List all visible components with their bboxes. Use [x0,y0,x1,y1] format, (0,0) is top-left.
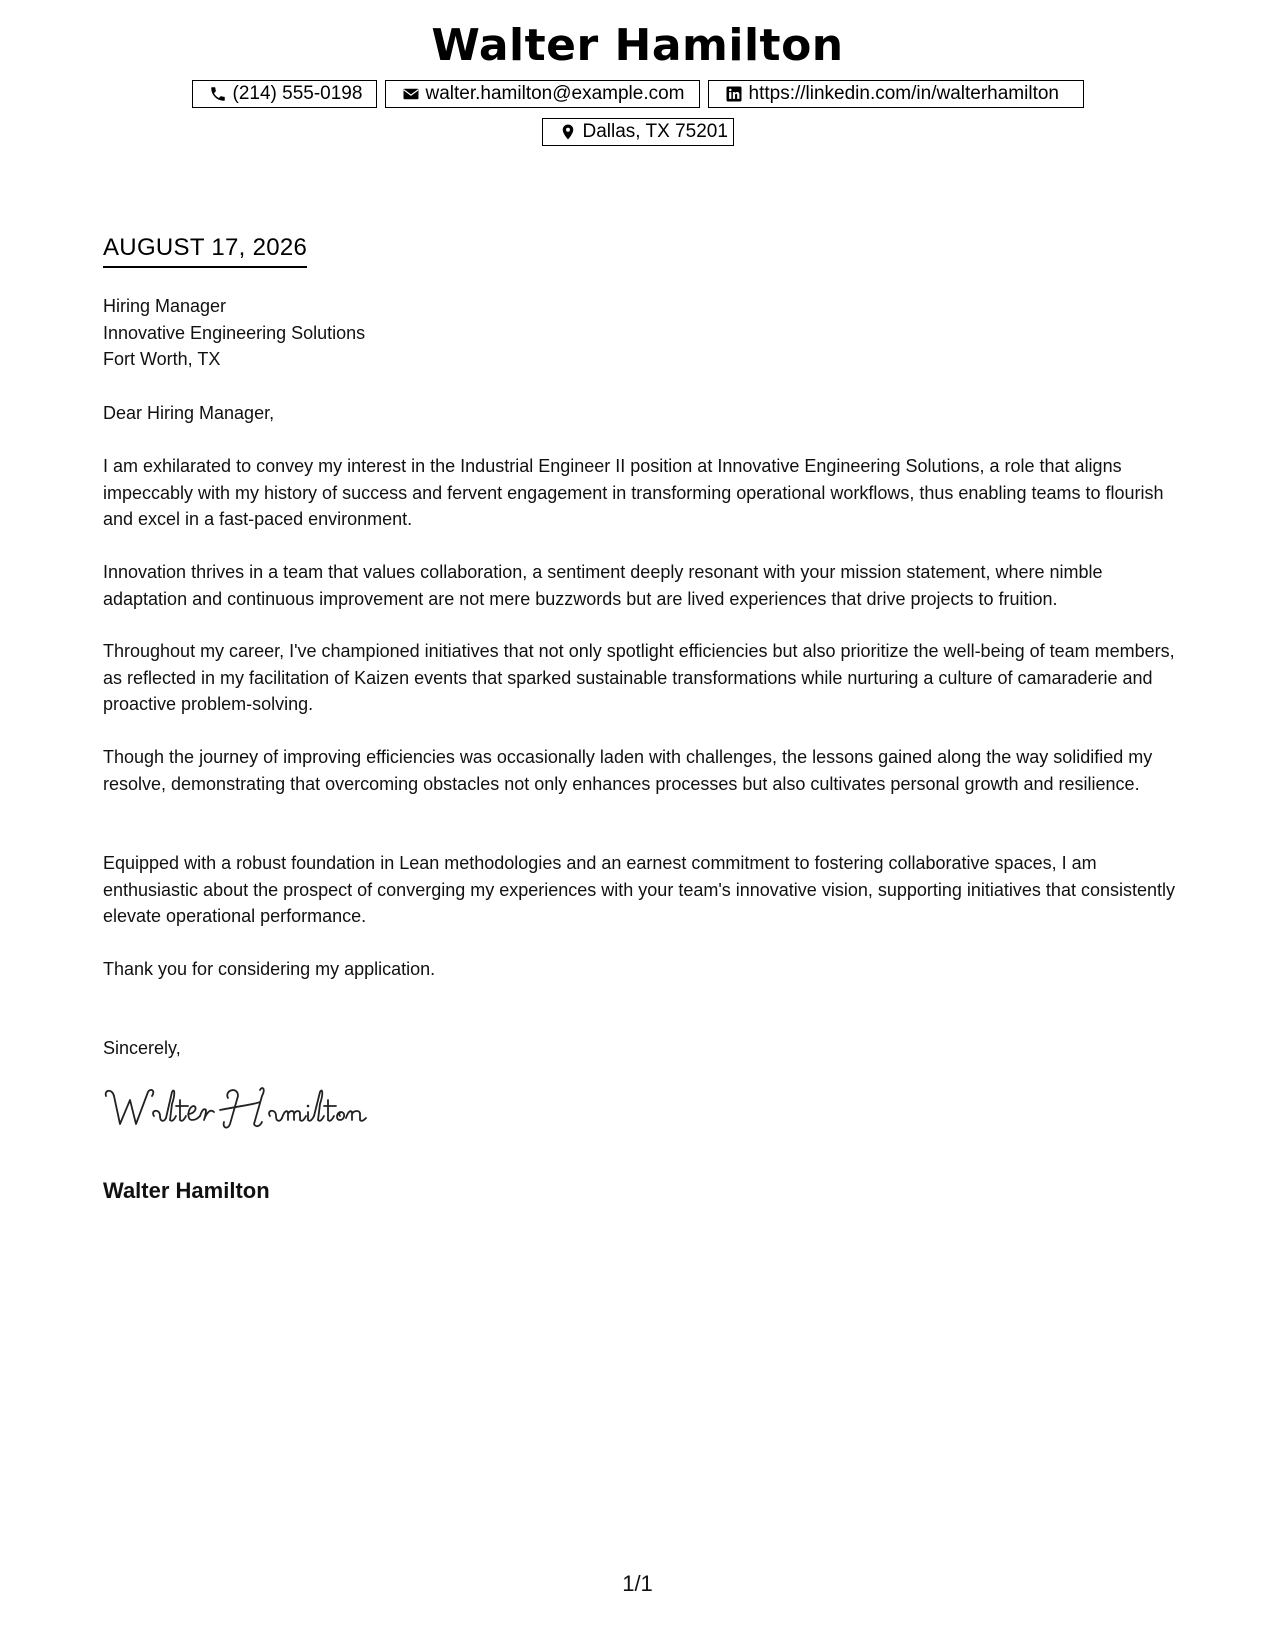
handwritten-signature [100,1082,370,1134]
contact-email [385,80,700,108]
body-paragraph: Throughout my career, I've championed initiatives that not only spotlight efficiencies but also prioritize the well-being of team members, as reflected in my facilitation of Kaizen events that sparked sustainable transformations while nurturing a culture of camaraderie and proactive problem-solving. [103,641,1175,714]
body-paragraph: Though the journey of improving efficiencies was occasionally laden with challenges, the lessons gained along the way solidified my resolve, demonstrating that overcoming obstacles not only enhances processes but also cultivates personal growth and resilience. [103,747,1153,794]
contact-phone [192,80,377,108]
contact-row [0,80,1275,108]
body-paragraph: I am exhilarated to convey my interest in the Industrial Engineer II position at Innovative Engineering Solutions, a role that aligns impeccably with my history of success and fervent engagement in transforming operational workflows, thus enabling teams to flourish and excel in a fast-paced environment. [103,456,1164,529]
signature-name: Walter Hamilton [103,1178,270,1203]
applicant-name: Walter Hamilton [431,20,844,71]
envelope-icon [402,85,420,103]
map-pin-icon [559,123,577,141]
body-paragraph: Equipped with a robust foundation in Lean methodologies and an earnest commitment to fostering collaborative spaces, I am enthusiastic about the prospect of converging my experiences with your team's innovative vision, supporting initiatives that consistently elevate operational performance. [103,853,1176,926]
location-text: Dallas, TX 75201 [582,121,728,142]
phone-icon [209,85,227,103]
closing: Sincerely, [103,1038,181,1058]
body-paragraph: Innovation thrives in a team that values collaboration, a sentiment deeply resonant with your mission statement, where nimble adaptation and continuous improvement are not mere buzzwords but are lived experiences that drive projects to fruition. [103,562,1103,609]
linkedin-text: https://linkedin.com/in/walterhamilton [748,83,1059,104]
recipient-title: Hiring Manager [103,296,227,316]
contact-linkedin [708,80,1084,108]
phone-text: (214) 555-0198 [232,83,363,104]
greeting: Dear Hiring Manager, [103,403,275,423]
page-number: 1/1 [622,1571,653,1596]
letter-date: AUGUST 17, 2026 [103,234,307,268]
recipient-block [103,293,365,373]
linkedin-icon [725,85,743,103]
recipient-location: Fort Worth, TX [103,349,221,369]
recipient-company: Innovative Engineering Solutions [103,322,366,343]
contact-row-secondary [0,118,1275,146]
email-text: walter.hamilton@example.com [425,83,685,104]
contact-location [542,118,734,146]
body-paragraph: Thank you for considering my application. [103,959,436,979]
